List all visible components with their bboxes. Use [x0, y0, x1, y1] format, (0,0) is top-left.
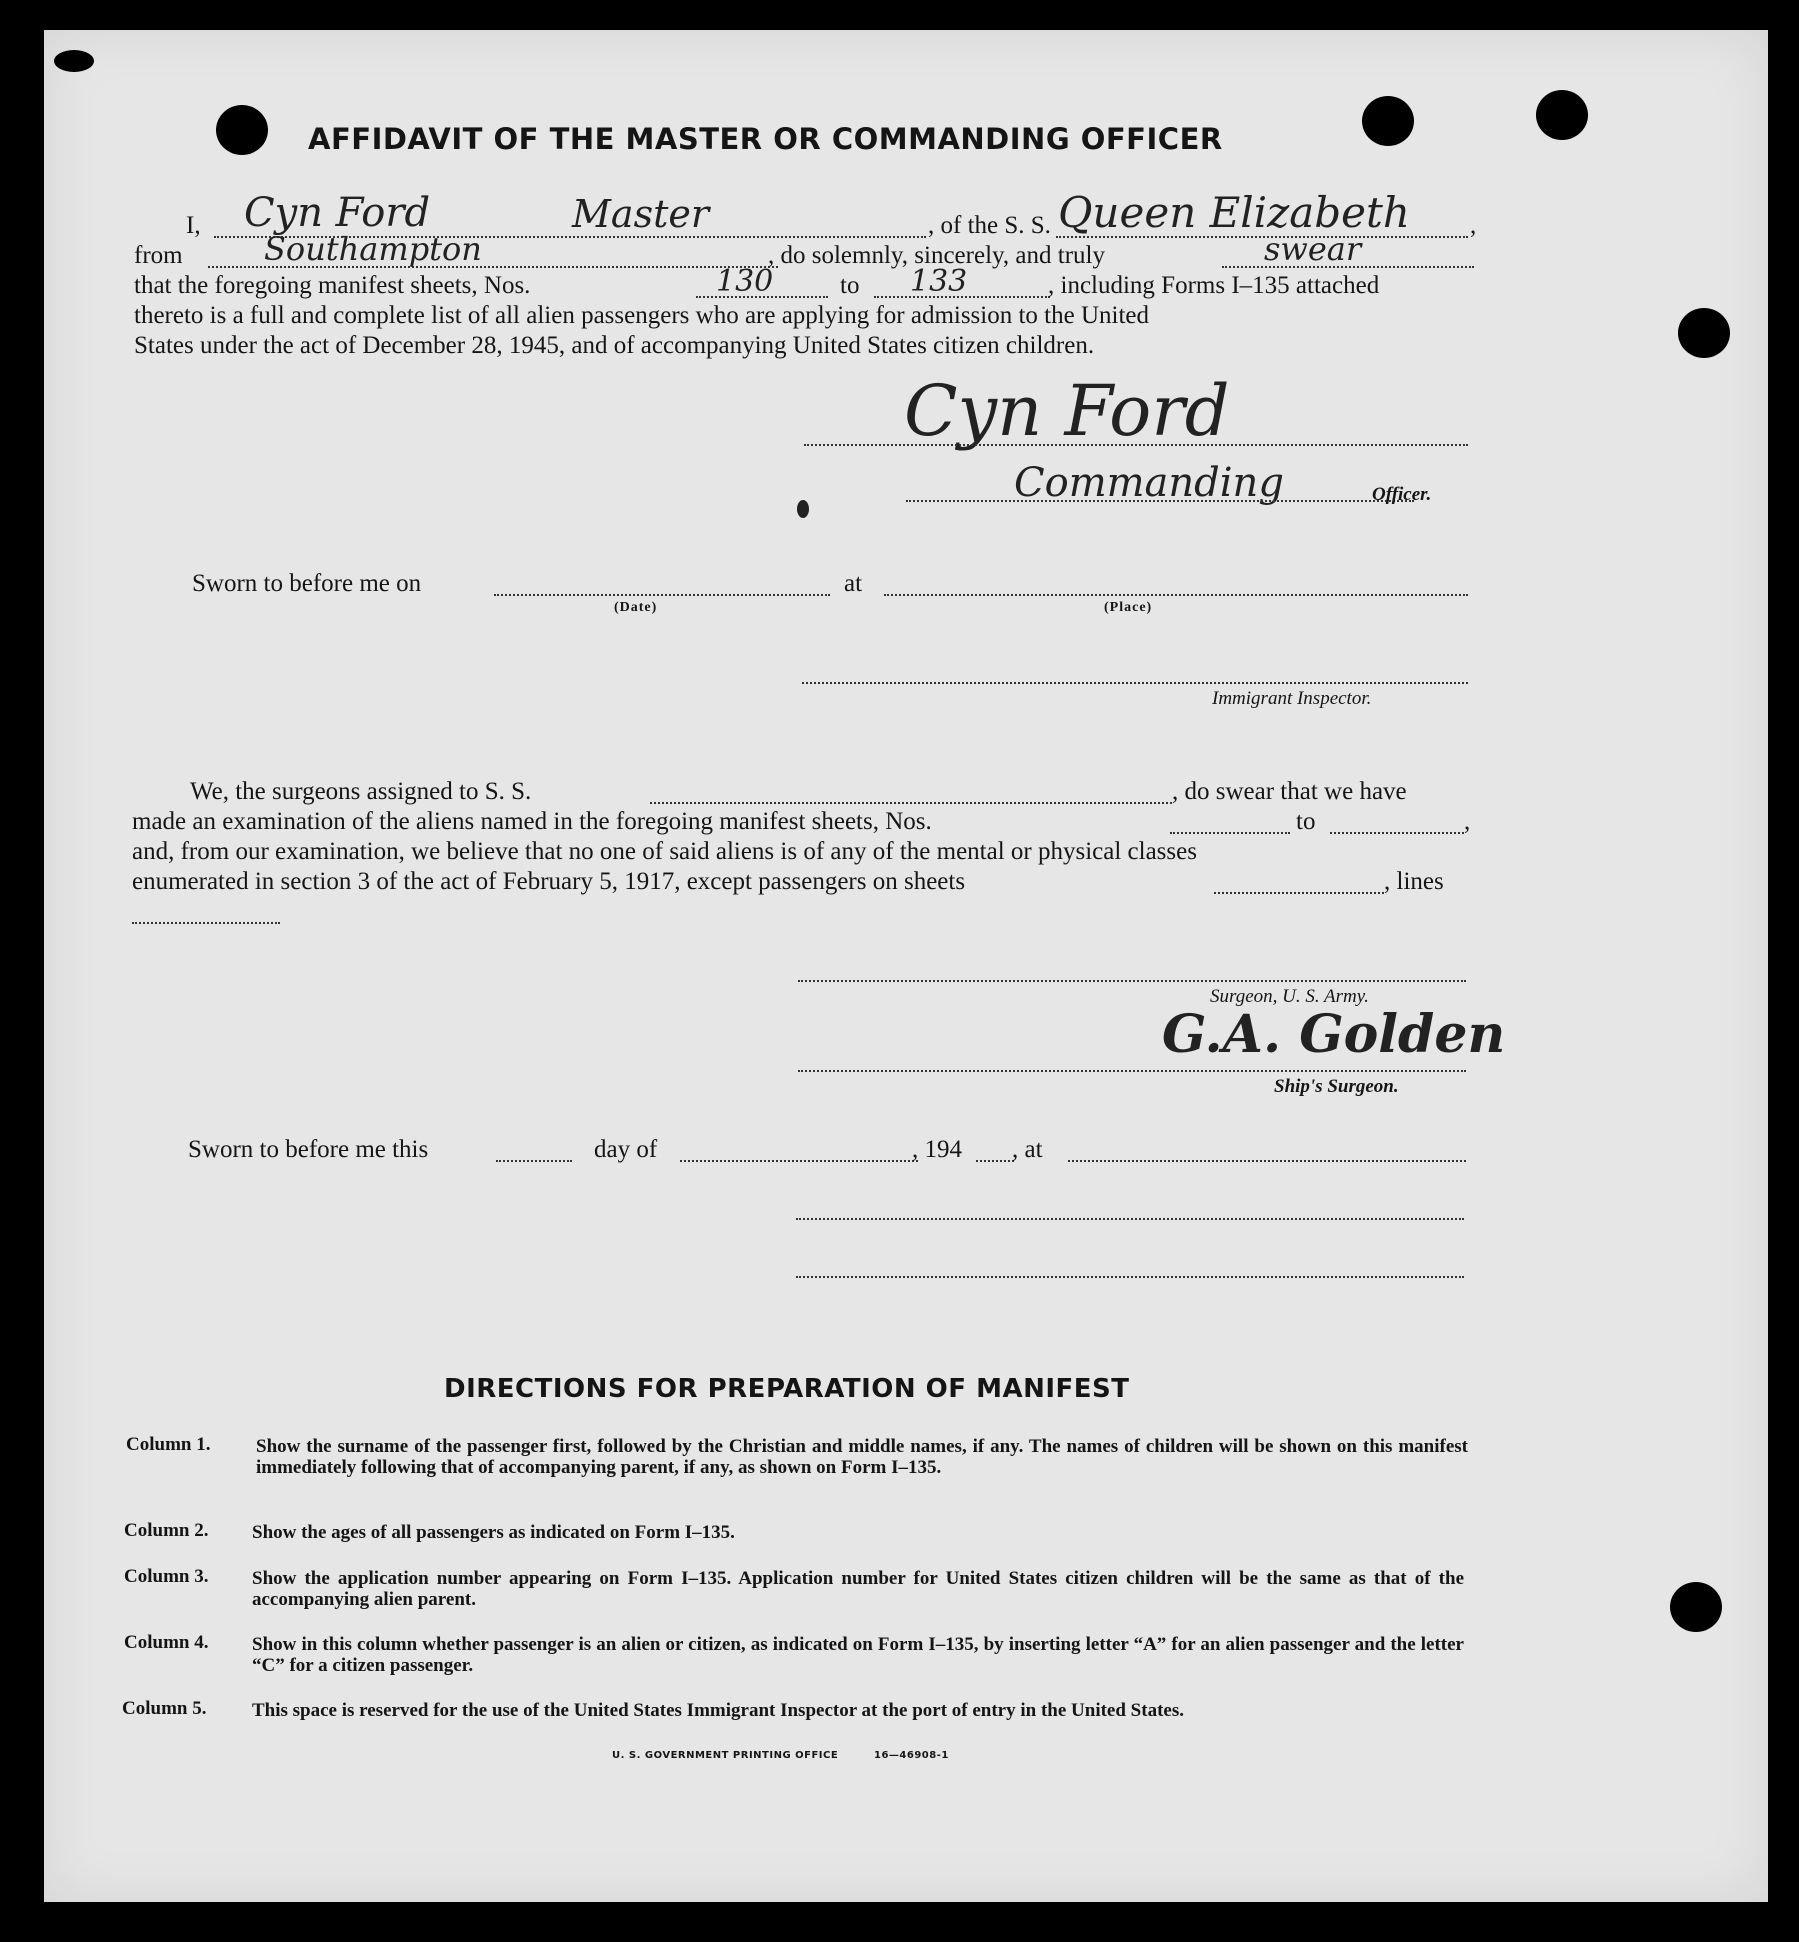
surgeons-line1-suffix: , do swear that we have — [1172, 778, 1407, 805]
direction-label-5: Column 5. — [122, 1698, 207, 1719]
sworn2-year: , 194 — [912, 1136, 962, 1163]
surgeons-sheet-to-field[interactable] — [1330, 832, 1464, 834]
surgeons-line2-end: , — [1464, 808, 1471, 835]
affidavit-title: AFFIDAVIT OF THE MASTER OR COMMANDING OFFICER — [308, 122, 1223, 156]
sheet-from-handwritten: 130 — [716, 264, 774, 299]
master-signature: Cyn Ford — [904, 370, 1230, 452]
surgeons-ship-field[interactable] — [650, 802, 1172, 804]
signature-line — [804, 444, 1468, 446]
ship-name-handwritten: Queen Elizabeth — [1058, 188, 1410, 237]
oath-handwritten: swear — [1264, 230, 1362, 268]
of-the-ss: , of the S. S. — [928, 212, 1051, 239]
sworn1-at: at — [844, 570, 863, 597]
direction-text-2: Show the ages of all passengers as indicated on Form I–135. — [252, 1522, 735, 1543]
printer-footer: U. S. GOVERNMENT PRINTING OFFICE — [612, 1750, 839, 1761]
surgeons-line2-prefix: made an examination of the aliens named in the foregoing manifest sheets, Nos. — [132, 808, 932, 835]
date-label: (Date) — [614, 600, 658, 615]
direction-text-5: This space is reserved for the use of the United States Immigrant Inspector at the port of entry in the United States. — [252, 1700, 1184, 1721]
surgeons-line4-prefix: enumerated in section 3 of the act of February 5, 1917, except passengers on sheets — [132, 868, 966, 895]
surgeons-line4-suffix: , lines — [1384, 868, 1444, 895]
punch-hole — [1362, 96, 1414, 146]
direction-label-3: Column 3. — [124, 1566, 209, 1587]
sworn1-date-field[interactable] — [494, 594, 830, 596]
sworn2-place-field[interactable] — [1068, 1160, 1466, 1162]
directions-title: DIRECTIONS FOR PREPARATION OF MANIFEST — [444, 1374, 1130, 1404]
direction-label-2: Column 2. — [124, 1520, 209, 1541]
ink-speck — [797, 500, 809, 518]
sworn2-signature-line-2[interactable] — [796, 1276, 1464, 1278]
to-label: to — [840, 272, 860, 299]
surgeons-sheets-field[interactable] — [1214, 892, 1384, 894]
sworn2-month-field[interactable] — [680, 1160, 918, 1162]
sworn1-place-field[interactable] — [884, 594, 1468, 596]
from-label: from — [134, 242, 183, 269]
inspector-label: Immigrant Inspector. — [1212, 688, 1372, 709]
form-code-footer: 16—46908-1 — [874, 1750, 949, 1761]
position-line — [906, 500, 1414, 502]
sworn2-year-field[interactable] — [976, 1160, 1014, 1162]
army-surgeon-line[interactable] — [798, 980, 1466, 982]
sheet-to-handwritten: 133 — [910, 264, 968, 299]
sworn2-day-field[interactable] — [496, 1160, 572, 1162]
line1-prefix: I, — [186, 212, 201, 239]
punch-hole — [1678, 308, 1730, 358]
surgeons-line3: and, from our examination, we believe that no one of said aliens is of any of the mental or physical classes — [132, 838, 1197, 865]
line1-end: , — [1470, 212, 1477, 239]
direction-text-4: Show in this column whether passenger is an alien or citizen, as indicated on Form I–135, by inserting letter “A” for an alien passenger and the letter “C” for a citizen passenger. — [252, 1634, 1464, 1676]
place-label: (Place) — [1104, 600, 1153, 615]
position-handwritten: Commanding — [1014, 460, 1284, 506]
port-handwritten: Southampton — [264, 230, 482, 268]
punch-hole — [1670, 1582, 1722, 1632]
punch-hole — [216, 105, 268, 155]
surgeons-lines-field[interactable] — [132, 922, 280, 924]
direction-label-4: Column 4. — [124, 1632, 209, 1653]
direction-text-1: Show the surname of the passenger first, followed by the Christian and middle names, if any. The names of children will be shown on this manifest immediately following that of accompanying parent, if any, as shown on Form I–135. — [256, 1436, 1468, 1478]
army-surgeon-label: Surgeon, U. S. Army. — [1210, 986, 1369, 1007]
ships-surgeon-label: Ship's Surgeon. — [1274, 1076, 1399, 1097]
surgeons-line1-prefix: We, the surgeons assigned to S. S. — [190, 778, 532, 805]
officer-label: Officer. — [1372, 484, 1432, 505]
line3-prefix: that the foregoing manifest sheets, Nos. — [134, 272, 531, 299]
sworn2-day-of: day of — [594, 1136, 658, 1163]
document-page — [44, 30, 1768, 1902]
sworn2-at: , at — [1012, 1136, 1043, 1163]
solemnly-text: , do solemnly, sincerely, and truly — [768, 242, 1105, 269]
master-name-handwritten: Cyn Ford — [244, 190, 431, 236]
ink-speck — [54, 50, 94, 72]
surgeon-signature: G.A. Golden — [1162, 1004, 1506, 1065]
surgeons-to-label: to — [1296, 808, 1316, 835]
sworn1-prefix: Sworn to before me on — [192, 570, 422, 597]
direction-text-3: Show the application number appearing on Form I–135. Application number for United States citizen children will be the same as that of the accompanying alien parent. — [252, 1568, 1464, 1610]
inspector-signature-line[interactable] — [802, 682, 1468, 684]
line4: thereto is a full and complete list of all alien passengers who are applying for admission to the United — [134, 302, 1150, 329]
sworn2-prefix: Sworn to before me this — [188, 1136, 429, 1163]
master-title-handwritten: Master — [572, 192, 709, 236]
surgeons-sheet-from-field[interactable] — [1170, 832, 1290, 834]
line3-suffix: , including Forms I–135 attached — [1048, 272, 1380, 299]
direction-label-1: Column 1. — [126, 1434, 211, 1455]
line5: States under the act of December 28, 1945, and of accompanying United States citizen children. — [134, 332, 1095, 359]
punch-hole — [1536, 90, 1588, 140]
sworn2-signature-line-1[interactable] — [796, 1218, 1464, 1220]
ships-surgeon-line[interactable] — [798, 1070, 1466, 1072]
